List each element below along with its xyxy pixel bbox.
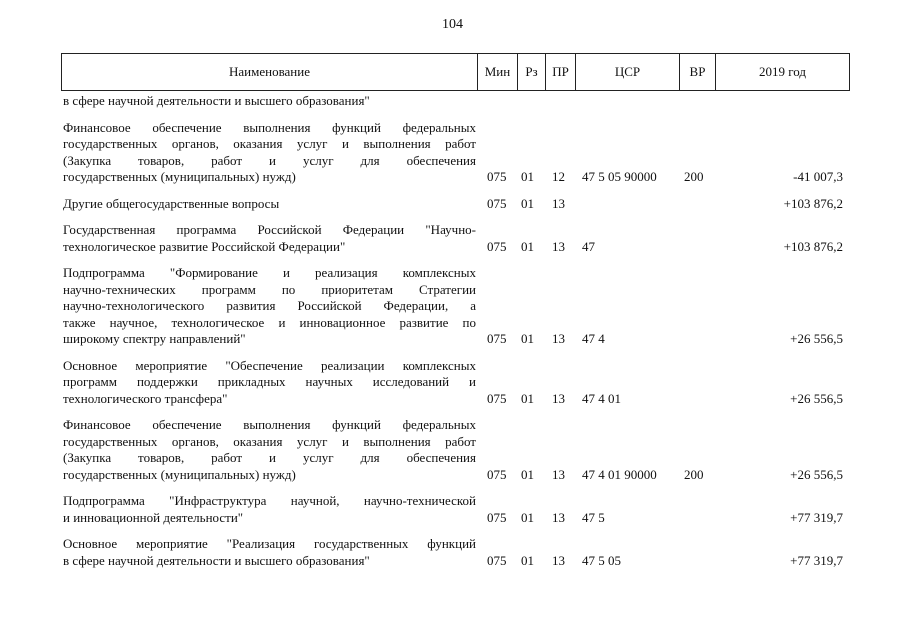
table-body — [0, 93, 905, 579]
table-header — [61, 53, 850, 91]
row-pr: 12 — [552, 169, 565, 184]
row-csr: 47 4 01 — [582, 390, 621, 406]
row-rz: 01 — [521, 390, 534, 406]
row-min: 075 — [487, 195, 507, 211]
row-value: +26 556,5 — [790, 331, 843, 346]
table-row — [0, 222, 905, 255]
row-pr: 13 — [552, 195, 565, 211]
row-min: 075 — [487, 390, 507, 406]
row-csr: 47 5 05 90000 — [582, 169, 657, 184]
row-rz: 01 — [521, 509, 534, 525]
header-year: 2019 год — [716, 54, 850, 91]
header-pr: ПР — [546, 54, 576, 91]
row-rz: 01 — [521, 238, 534, 254]
row-value: +103 876,2 — [783, 195, 843, 211]
row-name-line: Основное мероприятие "Обеспечение реализации комплексных — [63, 357, 476, 373]
row-value: +26 556,5 — [790, 390, 843, 406]
row-pr: 13 — [552, 238, 565, 254]
row-rz: 01 — [521, 552, 534, 568]
row-name-line: программ поддержки прикладных научных исследований и — [63, 374, 476, 389]
row-value: +26 556,5 — [790, 466, 843, 482]
row-name-line: технологическое развитие Российской Федерации" — [63, 238, 346, 254]
header-min: Мин — [478, 54, 518, 91]
row-name-line: государственных (муниципальных) нужд) — [63, 169, 296, 184]
row-csr: 47 5 — [582, 509, 605, 525]
row-csr: 47 — [582, 238, 595, 254]
row-pr: 13 — [552, 552, 565, 568]
header-csr: ЦСР — [576, 54, 680, 91]
header-name: Наименование — [62, 54, 478, 91]
row-codes — [0, 331, 905, 348]
row-name-line: Подпрограмма "Формирование и реализация комплексных — [63, 265, 476, 280]
row-name-line: Финансовое обеспечение выполнения функций федеральных — [63, 119, 476, 135]
table-row — [0, 120, 905, 186]
row-name-line: Финансовое обеспечение выполнения функций федеральных — [63, 417, 476, 432]
table-row — [0, 93, 905, 110]
table-row — [0, 536, 905, 569]
row-min: 075 — [487, 331, 507, 346]
row-name-line: Подпрограмма "Инфраструктура научной, научно-технической — [63, 493, 476, 508]
row-codes — [0, 196, 905, 213]
row-value: -41 007,3 — [793, 169, 843, 184]
row-name-line: Другие общегосударственные вопросы — [63, 195, 280, 211]
table-row — [0, 196, 905, 213]
row-vr: 200 — [684, 466, 704, 482]
row-name-line: технологического трансфера" — [63, 390, 228, 406]
row-pr: 13 — [552, 331, 565, 346]
row-csr: 47 4 01 90000 — [582, 466, 657, 482]
row-name-line: государственных (муниципальных) нужд) — [63, 466, 296, 482]
row-min: 075 — [487, 238, 507, 254]
row-name-line: также научное, технологическое и инновационное развитие по — [63, 314, 476, 330]
table-row — [0, 358, 905, 408]
row-name-line: Государственная программа Российской Федерации "Научно- — [63, 222, 476, 237]
row-value: +103 876,2 — [783, 238, 843, 254]
header-vr: ВР — [680, 54, 716, 91]
row-name-line: широкому спектру направлений" — [63, 331, 246, 346]
row-name-line: государственных органов, оказания услуг и выполнения работ — [63, 136, 476, 151]
row-codes — [0, 553, 905, 570]
row-pr: 13 — [552, 466, 565, 482]
row-codes — [0, 467, 905, 484]
row-name-line: (Закупка товаров, работ и услуг для обеспечения — [63, 450, 476, 465]
row-rz: 01 — [521, 195, 534, 211]
row-csr: 47 4 — [582, 331, 605, 346]
table-row — [0, 265, 905, 348]
row-name-line: и инновационной деятельности" — [63, 509, 244, 525]
row-codes — [0, 169, 905, 186]
row-value: +77 319,7 — [790, 509, 843, 525]
row-min: 075 — [487, 466, 507, 482]
row-value: +77 319,7 — [790, 552, 843, 568]
row-rz: 01 — [521, 331, 534, 346]
header-rz: Рз — [518, 54, 546, 91]
row-name-line: в сфере научной деятельности и высшего образования" — [63, 93, 370, 108]
row-min: 075 — [487, 169, 507, 184]
row-vr: 200 — [684, 169, 704, 184]
row-name-line: государственных органов, оказания услуг и выполнения работ — [63, 433, 476, 449]
row-pr: 13 — [552, 390, 565, 406]
row-codes — [0, 93, 905, 110]
row-name-line: Основное мероприятие "Реализация государственных функций — [63, 536, 476, 551]
row-name-line: в сфере научной деятельности и высшего образования" — [63, 552, 370, 568]
row-name-line: научно-технологического развития Российской Федерации, а — [63, 298, 476, 313]
table-row — [0, 417, 905, 483]
row-csr: 47 5 05 — [582, 552, 621, 568]
row-rz: 01 — [521, 169, 534, 184]
row-codes — [0, 239, 905, 256]
row-pr: 13 — [552, 509, 565, 525]
row-codes — [0, 510, 905, 527]
row-codes — [0, 391, 905, 408]
row-min: 075 — [487, 552, 507, 568]
row-min: 075 — [487, 509, 507, 525]
page-number: 104 — [442, 17, 463, 32]
row-name-line: научно-технических программ по приоритетам Стратегии — [63, 281, 476, 297]
row-rz: 01 — [521, 466, 534, 482]
table-row — [0, 493, 905, 526]
row-name-line: (Закупка товаров, работ и услуг для обеспечения — [63, 152, 476, 168]
